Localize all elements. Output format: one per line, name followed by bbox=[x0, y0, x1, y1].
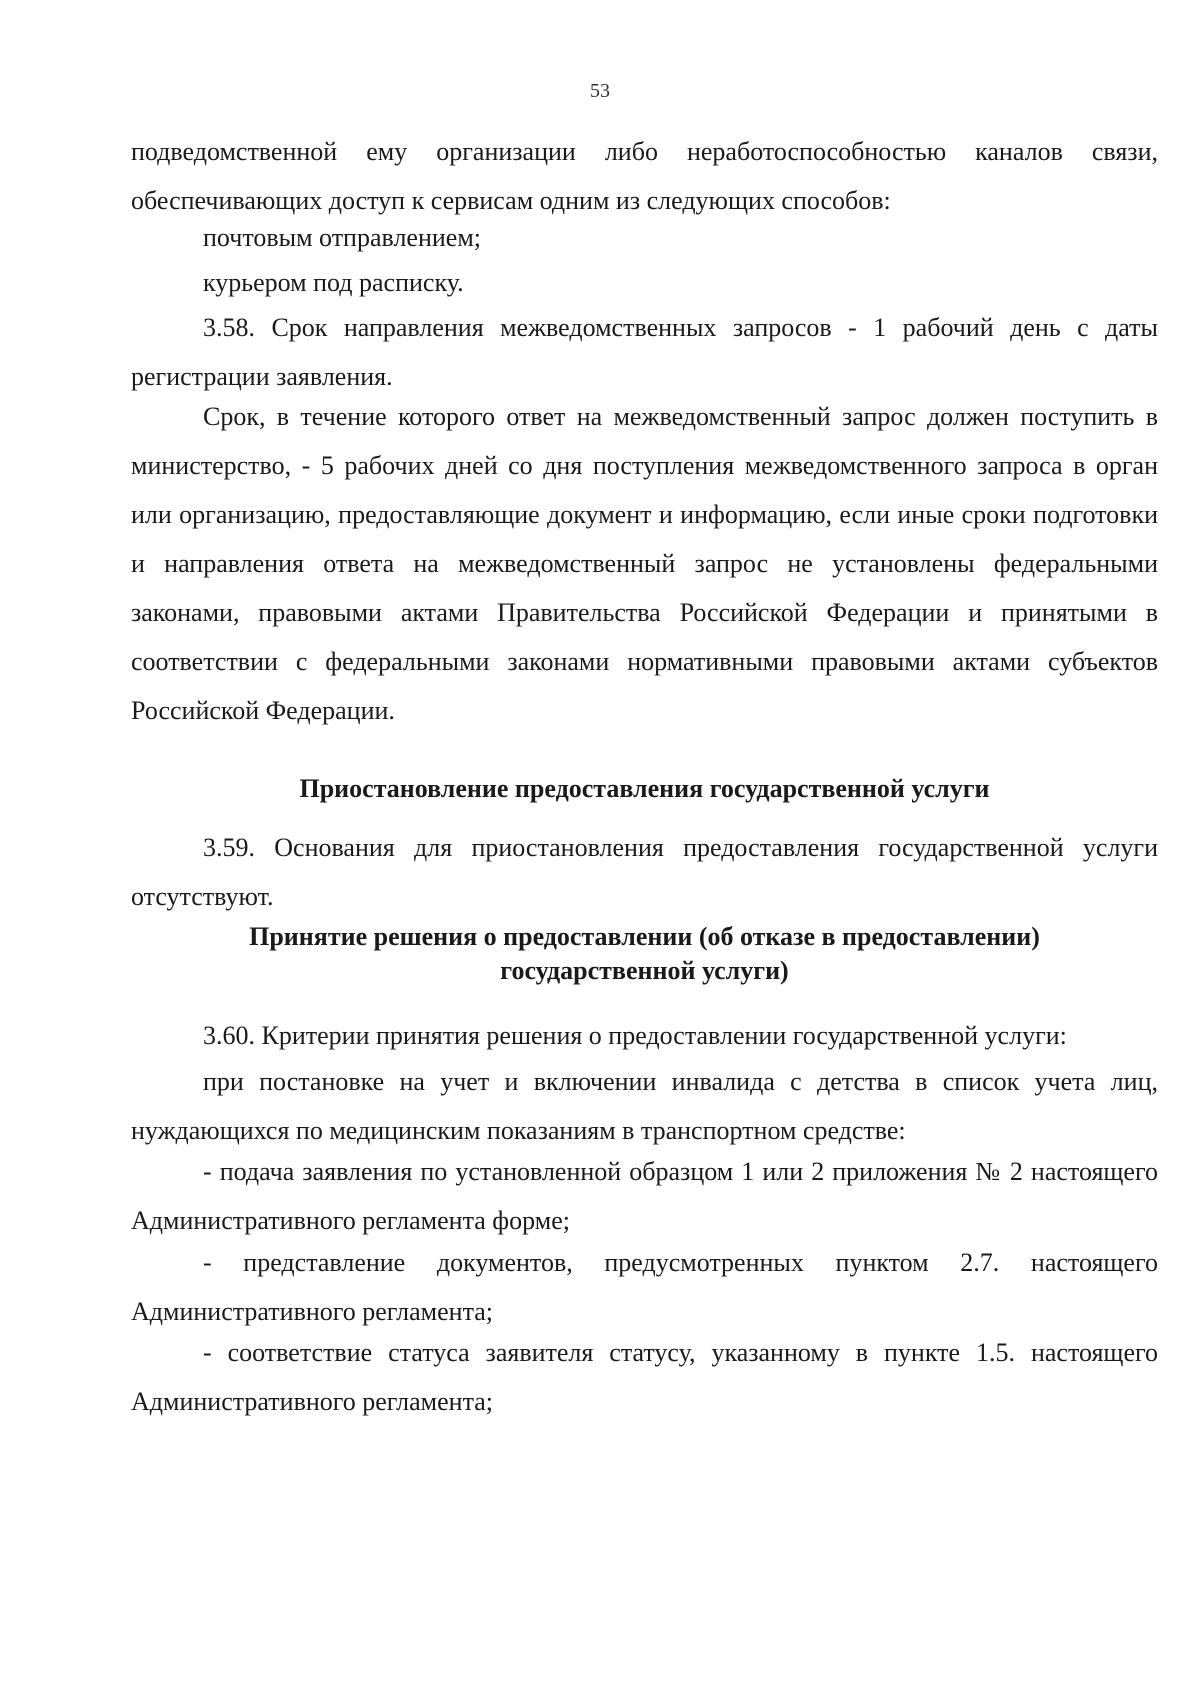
paragraph-3-58: 3.58. Срок направления межведомственных запросов - 1 рабочий день с даты регистрации заявления. bbox=[131, 313, 1158, 391]
criterion-application: - подача заявления по установленной образцом 1 или 2 приложения № 2 настоящего Административного регламента форме; bbox=[131, 1157, 1158, 1235]
criterion-documents: - представление документов, предусмотренных пунктом 2.7. настоящего Административного регламента; bbox=[131, 1248, 1158, 1326]
list-item-mail: почтовым отправлением; bbox=[203, 223, 482, 252]
paragraph-registration-criteria: при постановке на учет и включении инвалида с детства в список учета лиц, нуждающихся по медицинским показаниям в транспортном средстве: bbox=[131, 1067, 1158, 1145]
paragraph-3-60: 3.60. Критерии принятия решения о предоставлении государственной услуги: bbox=[203, 1021, 1067, 1050]
list-item-courier: курьером под расписку. bbox=[203, 268, 464, 297]
paragraph-response-term: Срок, в течение которого ответ на межведомственный запрос должен поступить в министерство, - 5 рабочих дней со дня поступления межведомственного запроса в орган или организацию, предоставляющие документ и информацию, если иные сроки подготовки и направления ответа на межведомственный запрос не установлены федеральными законами, правовыми актами Правительства Российской Федерации и принятыми в соответствии с федеральными законами нормативными правовыми актами субъектов Российской Федерации. bbox=[131, 402, 1158, 725]
paragraph-channels: подведомственной ему организации либо неработоспособностью каналов связи, обеспечивающих доступ к сервисам одним из следующих способов: bbox=[131, 137, 1158, 215]
section-heading-decision-line2: государственной услуги) bbox=[500, 956, 789, 985]
criterion-status: - соответствие статуса заявителя статусу, указанному в пункте 1.5. настоящего Административного регламента; bbox=[131, 1338, 1158, 1416]
paragraph-3-59: 3.59. Основания для приостановления предоставления государственной услуги отсутствуют. bbox=[131, 833, 1158, 911]
section-heading-decision-line1: Принятие решения о предоставлении (об отказе в предоставлении) bbox=[249, 922, 1040, 951]
section-heading-suspension: Приостановление предоставления государственной услуги bbox=[299, 774, 990, 803]
page-number: 53 bbox=[590, 80, 610, 102]
